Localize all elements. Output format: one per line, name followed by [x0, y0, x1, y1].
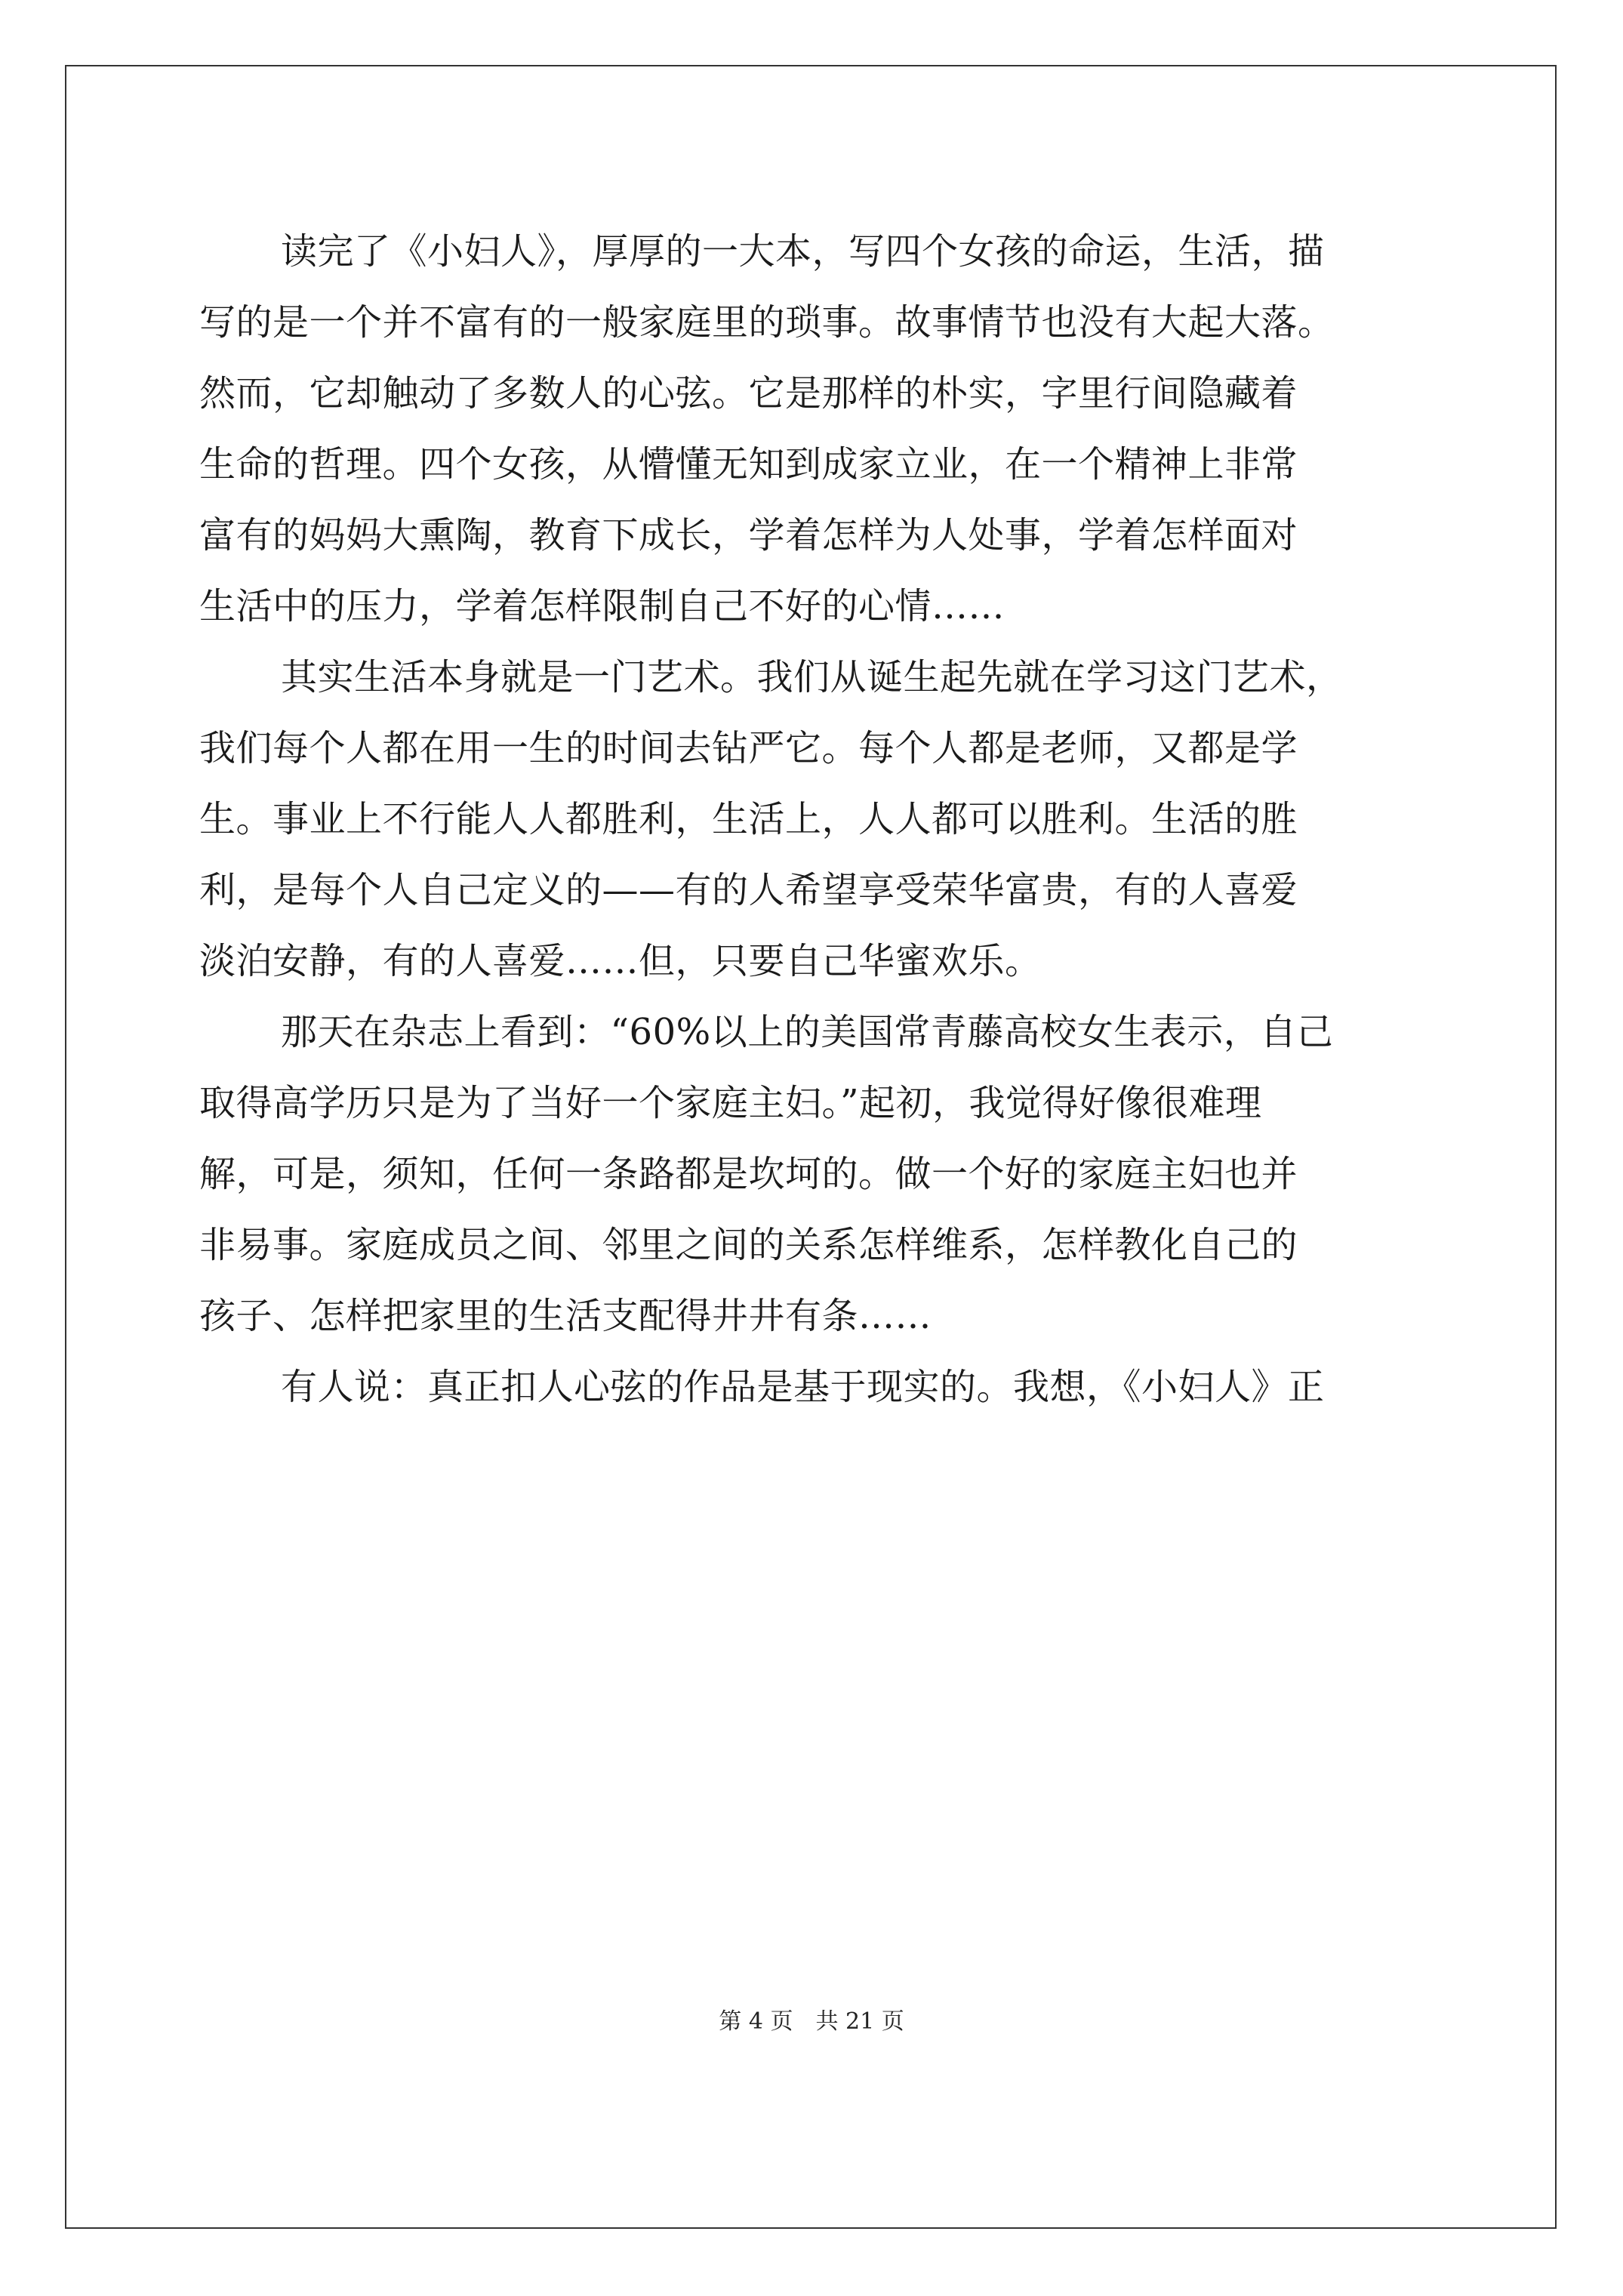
text-line: 利，是每个人自己定义的——有的人希望享受荣华富贵，有的人喜爱 — [199, 869, 1298, 911]
text-line: 读完了《小妇人》，厚厚的一大本，写四个女孩的命运，生活，描 — [281, 230, 1325, 273]
text-line: 写的是一个并不富有的一般家庭里的琐事。故事情节也没有大起大落。 — [199, 301, 1335, 344]
text-line: 生命的哲理。四个女孩，从懵懂无知到成家立业，在一个精神上非常 — [199, 443, 1298, 485]
text-line: 取得高学历只是为了当好一个家庭主妇。”起初，我觉得好像很难理 — [199, 1082, 1262, 1124]
text-line: 其实生活本身就是一门艺术。我们从诞生起先就在学习这门艺术， — [281, 656, 1343, 698]
text-line: 淡泊安静，有的人喜爱……但，只要自己华蜜欢乐。 — [199, 940, 1042, 982]
text-line: 生。事业上不行能人人都胜利，生活上，人人都可以胜利。生活的胜 — [199, 798, 1298, 840]
page-number: 第 4 页 — [719, 2008, 793, 2035]
text-line: 富有的妈妈大熏陶，教育下成长，学着怎样为人处事，学着怎样面对 — [199, 514, 1298, 556]
document-body — [199, 216, 1424, 1422]
text-line: 孩子、怎样把家里的生活支配得井井有条…… — [199, 1295, 932, 1337]
page-total: 共 21 页 — [815, 2008, 904, 2035]
text-line: 生活中的压力，学着怎样限制自己不好的心情…… — [199, 585, 1006, 627]
text-line: 非易事。家庭成员之间、邻里之间的关系怎样维系，怎样教化自己的 — [199, 1224, 1298, 1266]
text-line: 然而，它却触动了多数人的心弦。它是那样的朴实，字里行间隐藏着 — [199, 372, 1298, 415]
text-line: 解，可是，须知，任何一条路都是坎坷的。做一个好的家庭主妇也并 — [199, 1153, 1298, 1195]
text-line: 那天在杂志上看到：“60%以上的美国常青藤高校女生表示，自己 — [281, 1011, 1334, 1053]
text-line: 有人说：真正扣人心弦的作品是基于现实的。我想，《小妇人》正 — [281, 1366, 1325, 1408]
text-line: 我们每个人都在用一生的时间去钻严它。每个人都是老师，又都是学 — [199, 727, 1298, 769]
page-footer — [0, 2002, 1623, 2036]
